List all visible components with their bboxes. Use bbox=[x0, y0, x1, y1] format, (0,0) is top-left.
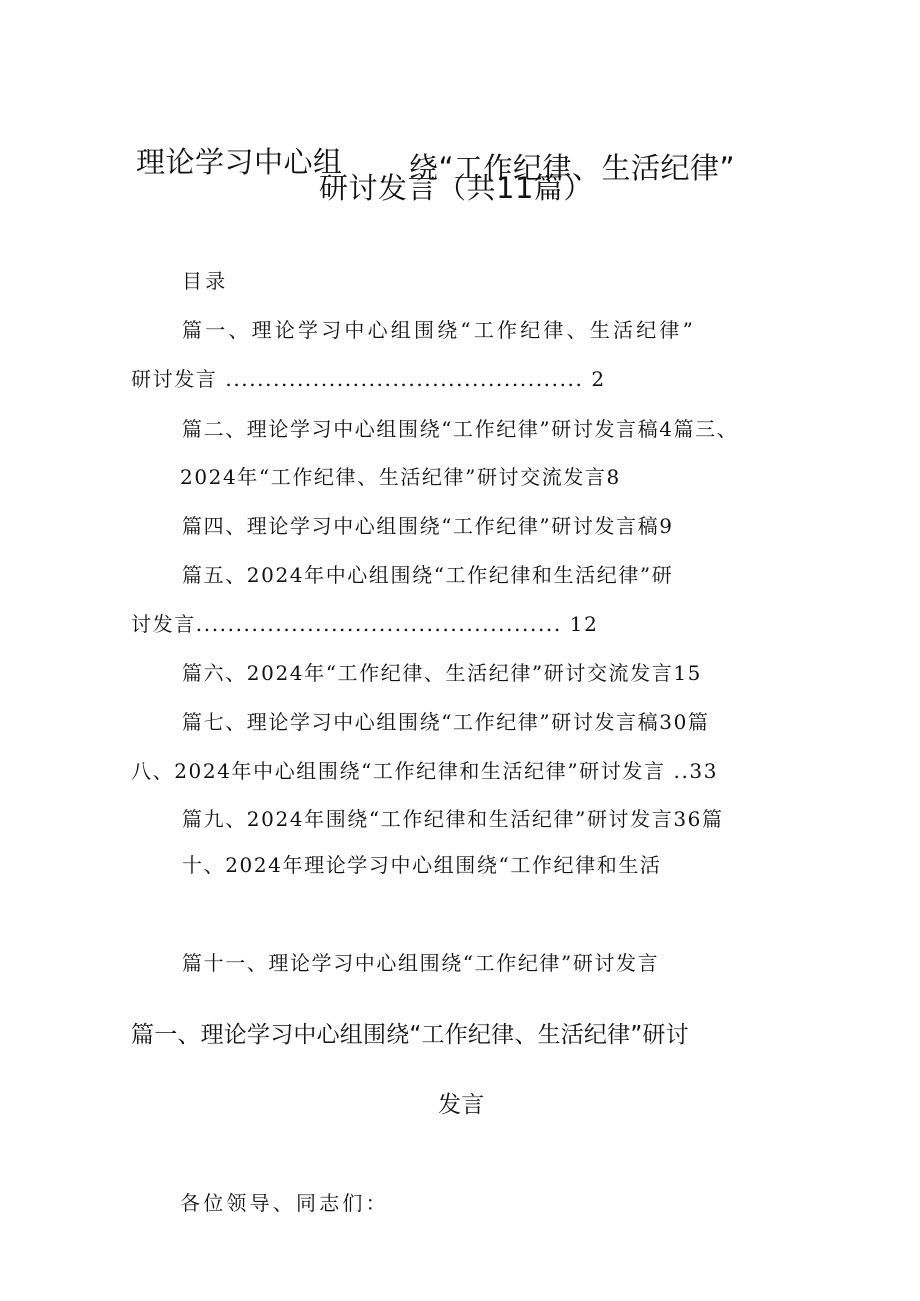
document-title-line1-part2: 绕“工作纪律、生活纪律” bbox=[409, 151, 736, 185]
toc-line-2: 研讨发言 ............................................. 2 bbox=[131, 367, 606, 391]
toc-line-8: 篇六、2024年“工作纪律、生活纪律”研讨交流发言15 bbox=[182, 661, 702, 685]
salutation: 各位领导、同志们： bbox=[180, 1191, 389, 1215]
document-title-line1-part1: 理论学习中心组 bbox=[136, 145, 343, 179]
toc-line-6: 篇五、2024年中心组围绕“工作纪律和生活纪律”研 bbox=[182, 563, 674, 587]
toc-line-10: 八、2024年中心组围绕“工作纪律和生活纪律”研讨发言 ..33 bbox=[131, 759, 719, 783]
toc-line-4: 2024年“工作纪律、生活纪律”研讨交流发言8 bbox=[180, 465, 621, 489]
toc-line-9: 篇七、理论学习中心组围绕“工作纪律”研讨发言稿30篇 bbox=[182, 710, 710, 734]
document-title-line2: 研讨发言（共11篇） bbox=[319, 171, 593, 205]
toc-line-13: 篇十一、理论学习中心组围绕“工作纪律”研讨发言 bbox=[182, 951, 660, 975]
toc-line-12: 十、2024年理论学习中心组围绕“工作纪律和生活 bbox=[182, 853, 662, 877]
section-heading-line2: 发言 bbox=[438, 1092, 485, 1118]
toc-line-5: 篇四、理论学习中心组围绕“工作纪律”研讨发言稿9 bbox=[182, 514, 674, 538]
toc-line-3: 篇二、理论学习中心组围绕“工作纪律”研讨发言稿4篇三、 bbox=[182, 417, 739, 441]
toc-heading: 目录 bbox=[182, 269, 229, 293]
toc-line-1: 篇一、理论学习中心组围绕“工作纪律、生活纪律” bbox=[182, 318, 697, 342]
toc-line-11: 篇九、2024年围绕“工作纪律和生活纪律”研讨发言36篇 bbox=[182, 807, 724, 831]
section-heading-line1: 篇一、理论学习中心组围绕“工作纪律、生活纪律”研讨 bbox=[131, 1022, 689, 1048]
toc-line-7: 讨发言.............................................. 12 bbox=[131, 612, 599, 636]
